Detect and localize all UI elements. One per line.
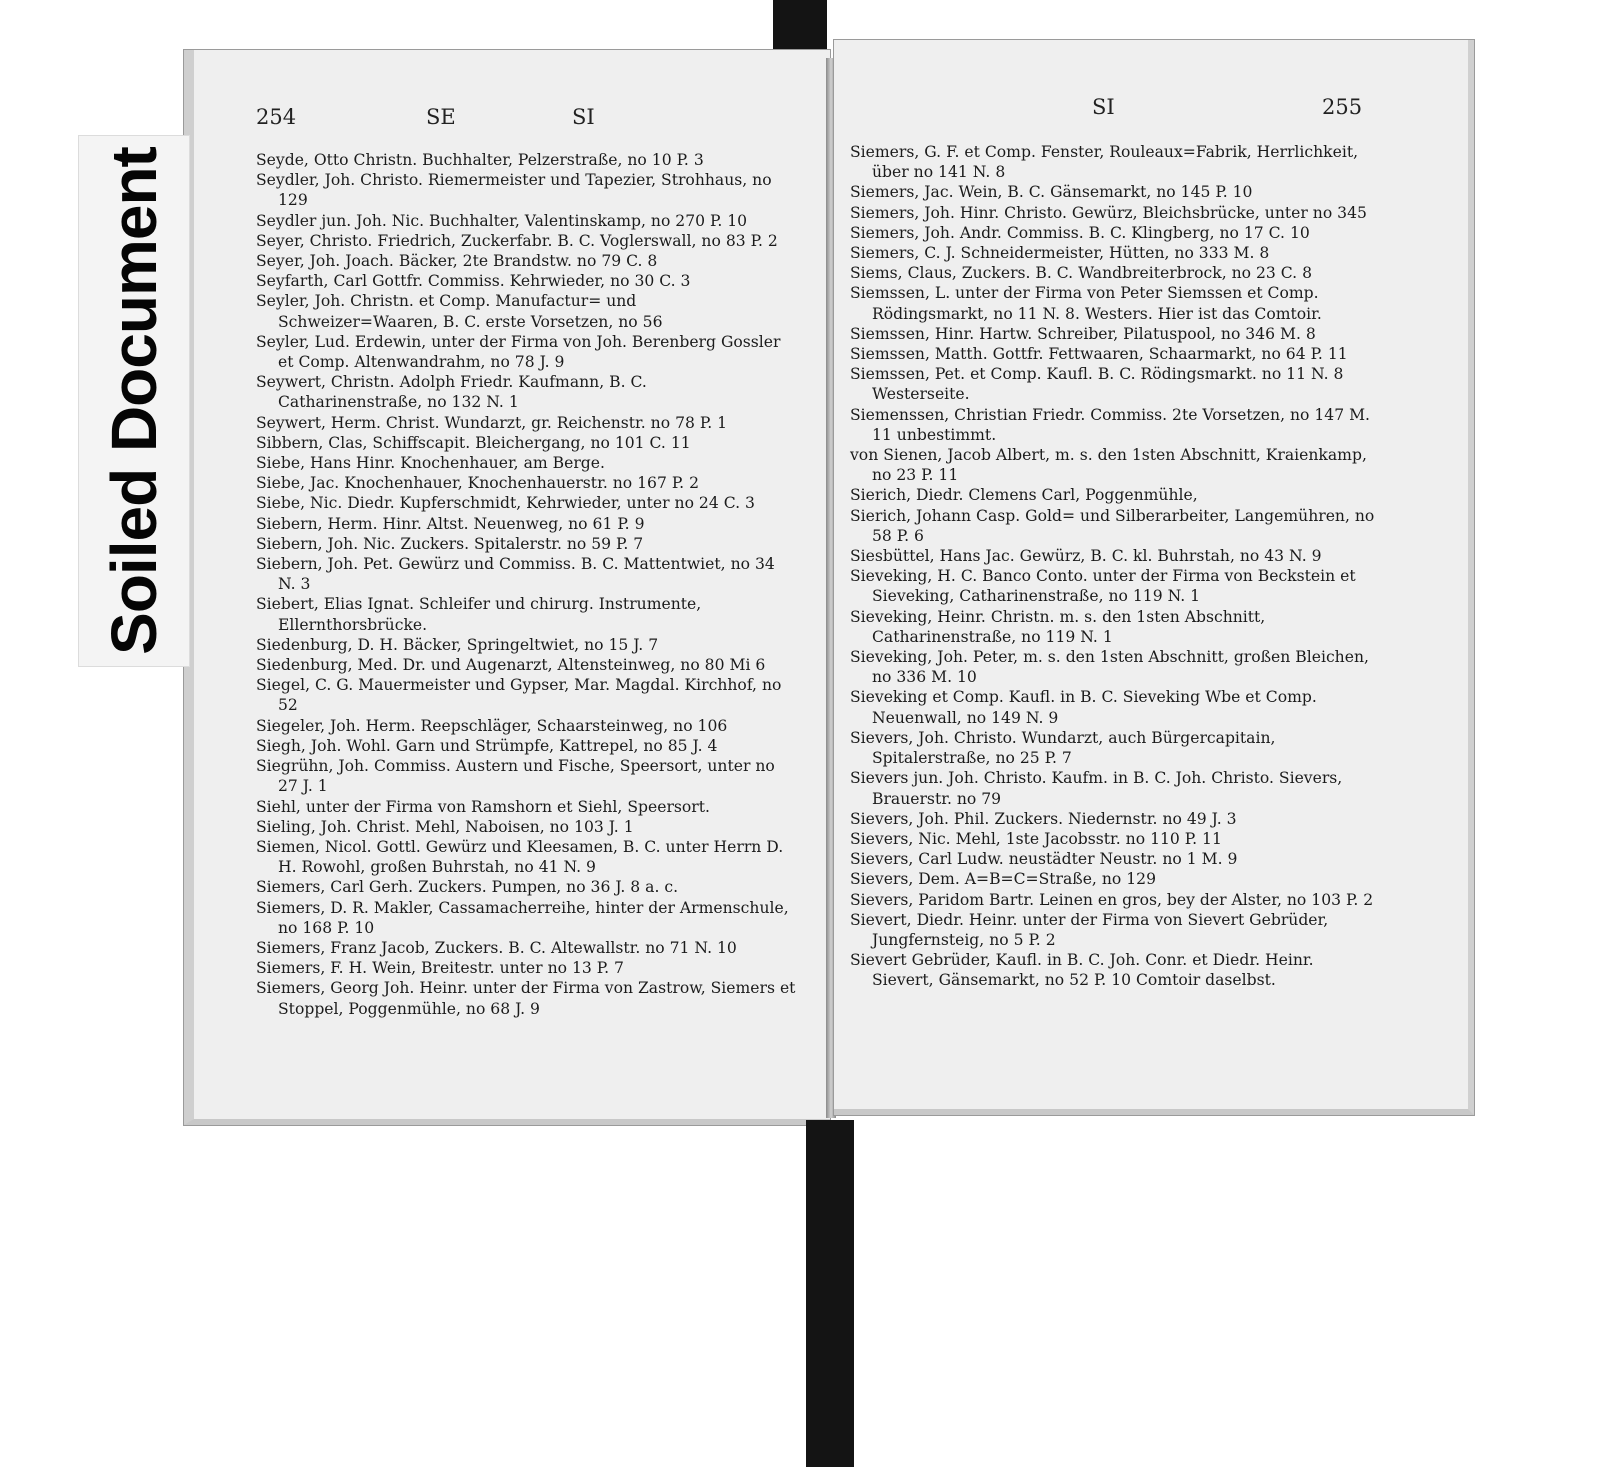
- directory-entry: Sieveking, Heinr. Christn. m. s. den 1sten Abschnitt, Catharinenstraße, no 119 N. 1: [850, 607, 1266, 646]
- directory-entry: Siebe, Jac. Knochenhauer, Knochenhauerstr. no 167 P. 2: [256, 474, 700, 493]
- directory-entry: Siemssen, Matth. Gottfr. Fettwaaren, Schaarmarkt, no 64 P. 11: [850, 345, 1348, 364]
- directory-entry: Siedenburg, D. H. Bäcker, Springeltwiet, no 15 J. 7: [256, 635, 659, 654]
- directory-entry: Siemers, G. F. et Comp. Fenster, Rouleaux=Fabrik, Herrlichkeit, über no 141 N. 8: [850, 143, 1359, 182]
- directory-entry: Sierich, Diedr. Clemens Carl, Poggenmühle,: [850, 486, 1198, 505]
- directory-entry: Siemen, Nicol. Gottl. Gewürz und Kleesamen, B. C. unter Herrn D. H. Rowohl, großen Buhrstah, no 41 N. 9: [256, 837, 784, 877]
- directory-entry: Seydler jun. Joh. Nic. Buchhalter, Valentinskamp, no 270 P. 10: [256, 211, 748, 230]
- left-page-number: 254: [256, 105, 297, 129]
- directory-entry: Siedenburg, Med. Dr. und Augenarzt, Altensteinweg, no 80 Mi 6: [256, 656, 766, 675]
- directory-entry: Seyfarth, Carl Gottfr. Commiss. Kehrwieder, no 30 C. 3: [256, 272, 691, 291]
- soiled-document-label: [78, 135, 190, 667]
- directory-entry: von Sienen, Jacob Albert, m. s. den 1sten Abschnitt, Kraienkamp, no 23 P. 11: [850, 446, 1367, 485]
- directory-entry: Seywert, Herm. Christ. Wundarzt, gr. Reichenstr. no 78 P. 1: [256, 413, 728, 432]
- right-page: [834, 40, 1474, 1115]
- right-running-head: SI: [1092, 95, 1115, 119]
- directory-entry: Siemers, Carl Gerh. Zuckers. Pumpen, no 36 J. 8 a. c.: [256, 878, 679, 897]
- directory-entry: Sievers, Joh. Phil. Zuckers. Niedernstr. no 49 J. 3: [850, 809, 1237, 828]
- directory-entry: Siebern, Herm. Hinr. Altst. Neuenweg, no 61 P. 9: [256, 514, 645, 533]
- directory-entry: Siebe, Nic. Diedr. Kupferschmidt, Kehrwieder, unter no 24 C. 3: [256, 494, 755, 513]
- left-entry-list: [256, 150, 796, 1019]
- directory-entry: Siegeler, Joh. Herm. Reepschläger, Schaarsteinweg, no 106: [256, 716, 728, 735]
- directory-entry: Seyler, Joh. Christn. et Comp. Manufactur= und Schweizer=Waaren, B. C. erste Vorsetzen, no 56: [256, 292, 663, 331]
- directory-entry: Sievers, Nic. Mehl, 1ste Jacobsstr. no 110 P. 11: [850, 829, 1222, 848]
- directory-entry: Sierich, Johann Casp. Gold= und Silberarbeiter, Langemühren, no 58 P. 6: [850, 506, 1375, 545]
- directory-entry: Sieveking, Joh. Peter, m. s. den 1sten Abschnitt, großen Bleichen, no 336 M. 10: [850, 648, 1369, 687]
- directory-entry: Siegel, C. G. Mauermeister und Gypser, Mar. Magdal. Kirchhof, no 52: [256, 676, 782, 715]
- directory-entry: Siemssen, L. unter der Firma von Peter Siemssen et Comp. Rödingsmarkt, no 11 N. 8. Westers. Hier ist das Comtoir.: [850, 284, 1322, 323]
- directory-entry: Siemers, Joh. Hinr. Christo. Gewürz, Bleichsbrücke, unter no 345: [850, 203, 1367, 222]
- directory-entry: Sibbern, Clas, Schiffscapit. Bleichergang, no 101 C. 11: [256, 433, 691, 452]
- directory-entry: Siems, Claus, Zuckers. B. C. Wandbreiterbrock, no 23 C. 8: [850, 264, 1313, 283]
- directory-entry: Seyer, Joh. Joach. Bäcker, 2te Brandstw. no 79 C. 8: [256, 252, 658, 271]
- directory-entry: Siegh, Joh. Wohl. Garn und Strümpfe, Kattrepel, no 85 J. 4: [256, 736, 718, 755]
- directory-entry: Sieveking, H. C. Banco Conto. unter der Firma von Beckstein et Sieveking, Catharinenstraße, no 119 N. 1: [850, 567, 1356, 606]
- directory-entry: Siemers, F. H. Wein, Breitestr. unter no 13 P. 7: [256, 959, 624, 978]
- directory-entry: Sievert, Diedr. Heinr. unter der Firma von Sievert Gebrüder, Jungfernsteig, no 5 P. 2: [850, 910, 1329, 949]
- directory-entry: Siehl, unter der Firma von Ramshorn et Siehl, Speersort.: [256, 797, 710, 816]
- directory-entry: Seyer, Christo. Friedrich, Zuckerfabr. B. C. Voglerswall, no 83 P. 2: [256, 231, 778, 250]
- directory-entry: Siemenssen, Christian Friedr. Commiss. 2te Vorsetzen, no 147 M. 11 unbestimmt.: [850, 405, 1371, 444]
- directory-entry: Sievert Gebrüder, Kaufl. in B. C. Joh. Conr. et Diedr. Heinr. Sievert, Gänsemarkt, no 52 P. 10 Comtoir daselbst.: [850, 951, 1314, 990]
- directory-entry: Siesbüttel, Hans Jac. Gewürz, B. C. kl. Buhrstah, no 43 N. 9: [850, 547, 1322, 566]
- directory-entry: Siemers, Georg Joh. Heinr. unter der Firma von Zastrow, Siemers et Stoppel, Poggenmühle, no 68 J. 9: [256, 979, 796, 1018]
- soiled-document-text: Soiled Document: [98, 147, 170, 655]
- directory-entry: Seydler, Joh. Christo. Riemermeister und Tapezier, Strohhaus, no 129: [256, 171, 772, 210]
- left-running-head-si: SI: [572, 105, 595, 129]
- directory-entry: Siemers, Joh. Andr. Commiss. B. C. Klingberg, no 17 C. 10: [850, 223, 1310, 242]
- right-entry-list: [850, 142, 1375, 991]
- directory-entry: Sievers, Joh. Christo. Wundarzt, auch Bürgercapitain, Spitalerstraße, no 25 P. 7: [850, 728, 1276, 768]
- right-page-number: 255: [1322, 95, 1363, 119]
- directory-entry: Siemers, C. J. Schneidermeister, Hütten, no 333 M. 8: [850, 244, 1270, 263]
- directory-entry: Siebern, Joh. Pet. Gewürz und Commiss. B. C. Mattentwiet, no 34 N. 3: [256, 555, 775, 594]
- directory-entry: Siemers, Jac. Wein, B. C. Gänsemarkt, no 145 P. 10: [850, 183, 1253, 202]
- directory-entry: Sieling, Joh. Christ. Mehl, Naboisen, no 103 J. 1: [256, 817, 634, 836]
- directory-entry: Siebern, Joh. Nic. Zuckers. Spitalerstr. no 59 P. 7: [256, 534, 644, 553]
- directory-entry: Siebert, Elias Ignat. Schleifer und chirurg. Instrumente, Ellernthorsbrücke.: [256, 595, 702, 634]
- directory-entry: Siemssen, Hinr. Hartw. Schreiber, Pilatuspool, no 346 M. 8: [850, 324, 1316, 343]
- directory-entry: Sievers, Carl Ludw. neustädter Neustr. no 1 M. 9: [850, 850, 1238, 869]
- directory-entry: Sieveking et Comp. Kaufl. in B. C. Sieveking Wbe et Comp. Neuenwall, no 149 N. 9: [850, 688, 1317, 727]
- directory-entry: Seyler, Lud. Erdewin, unter der Firma von Joh. Berenberg Gossler et Comp. Altenwandrahm, no 78 J. 9: [256, 332, 781, 372]
- directory-entry: Siemssen, Pet. et Comp. Kaufl. B. C. Rödingsmarkt. no 11 N. 8 Westerseite.: [850, 365, 1344, 404]
- left-running-head-se: SE: [426, 105, 456, 129]
- directory-entry: Sievers, Paridom Bartr. Leinen en gros, bey der Alster, no 103 P. 2: [850, 890, 1374, 909]
- bookmark-ribbon-bottom: [806, 1120, 854, 1467]
- directory-entry: Sievers, Dem. A=B=C=Straße, no 129: [850, 870, 1156, 889]
- directory-entry: Siegrühn, Joh. Commiss. Austern und Fische, Speersort, unter no 27 J. 1: [256, 757, 775, 796]
- directory-entry: Seyde, Otto Christn. Buchhalter, Pelzerstraße, no 10 P. 3: [256, 151, 704, 169]
- directory-entry: Seywert, Christn. Adolph Friedr. Kaufmann, B. C. Catharinenstraße, no 132 N. 1: [256, 373, 647, 412]
- directory-entry: Sievers jun. Joh. Christo. Kaufm. in B. C. Joh. Christo. Sievers, Brauerstr. no 79: [850, 769, 1343, 808]
- left-page: [184, 50, 830, 1125]
- directory-entry: Siemers, Franz Jacob, Zuckers. B. C. Altewallstr. no 71 N. 10: [256, 938, 737, 957]
- directory-entry: Siemers, D. R. Makler, Cassamacherreihe, hinter der Armenschule, no 168 P. 10: [256, 898, 789, 937]
- directory-entry: Siebe, Hans Hinr. Knochenhauer, am Berge.: [256, 454, 605, 473]
